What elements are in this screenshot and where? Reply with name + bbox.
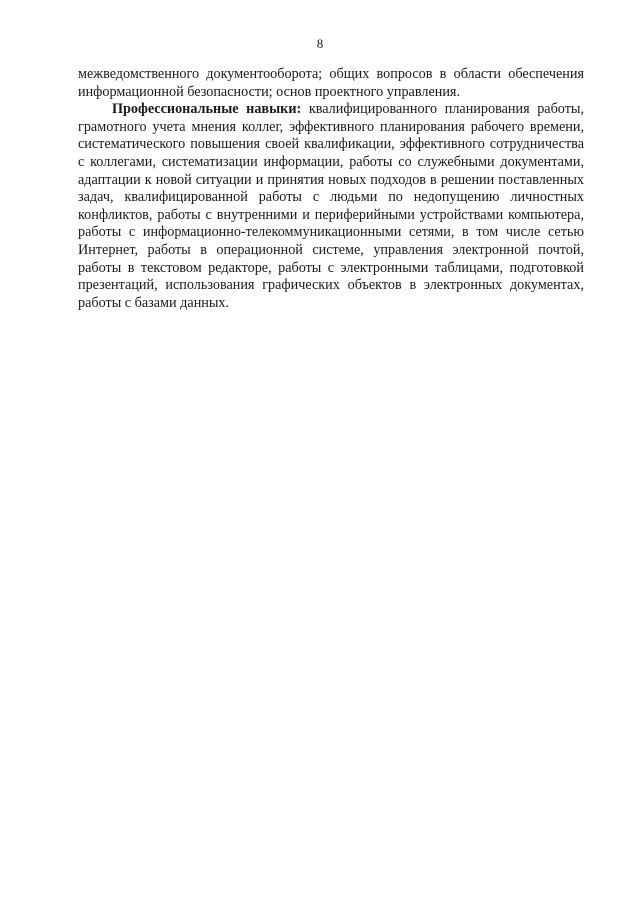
paragraph-knowledge-continuation (78, 66, 584, 101)
paragraph-text: межведомственного документооборота; общих вопросов в области обеспечения информационной безопасности; основ проектного управления. (78, 66, 584, 100)
professional-skills-heading: Профессиональные навыки: (112, 101, 302, 118)
page-number: 8 (316, 36, 324, 51)
paragraph-professional-skills (78, 101, 584, 312)
professional-skills-text: квалифицированного планирования работы, грамотного учета мнения коллег, эффективного планирования рабочего времени, систематического повышения своей квалификации, эффективного сотрудничества с коллегами, систематизации информации, работы со служебными документами, адаптации к новой ситуации и принятия новых подходов в решении поставленных задач, квалифицированной работы с людьми по недопущению личностных конфликтов, работы с внутренними и периферийными устройствами компьютера, работы с информационно-телекоммуникационными сетями, в том числе сетью Интернет, работы в операционной системе, управления электронной почтой, работы в текстовом редакторе, работы с электронными таблицами, подготовкой презентаций, использования графических объектов в электронных документах, работы с базами данных. (78, 101, 584, 311)
document-body (78, 66, 584, 312)
